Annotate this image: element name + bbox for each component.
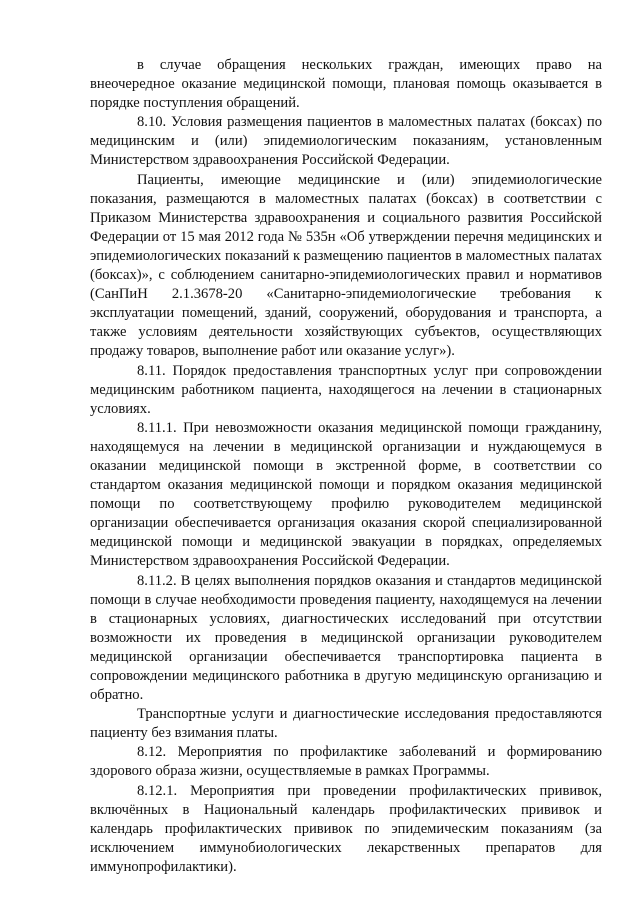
paragraph-8-11-1: 8.11.1. При невозможности оказания медицинской помощи гражданину, находящемуся на лечении в медицинской организации и нуждающемуся в оказании медицинской помощи в экстренной форме, в соответствии со стандартом оказания медицинской помощи и порядком оказания медицинской помощи по соответствующему профилю руководителем медицинской организации обеспечивается организация оказания скорой специализированной медицинской помощи и медицинской эвакуации в порядках, определяемых Министерством здравоохранения Российской Федерации. <box>90 419 602 570</box>
paragraph-transport-services: Транспортные услуги и диагностические исследования предоставляются пациенту без взимания платы. <box>90 706 602 742</box>
paragraph-8-12: 8.12. Мероприятия по профилактике заболеваний и формированию здорового образа жизни, осуществляемые в рамках Программы. <box>90 744 602 780</box>
paragraph-patients-placement: Пациенты, имеющие медицинские и (или) эпидемиологические показания, размещаются в маломестных палатах (боксах) в соответствии с Приказом Министерства здравоохранения и социального развития Российской Федерации от 15 мая 2012 года № 535н «Об утверждении перечня медицинских и эпидемиологических показаний к размещению пациентов в маломестных палатах (боксах)», с соблюдением санитарно-эпидемиологических правил и нормативов (СанПиН 2.1.3678-20 «Санитарно-эпидемиологические требования к эксплуатации помещений, зданий, сооружений, оборудования и транспорта, а также условиям деятельности хозяйствующих субъектов, осуществляющих продажу товаров, выполнение работ или оказание услуг»). <box>90 171 602 360</box>
document-page <box>90 56 602 877</box>
paragraph-8-10: 8.10. Условия размещения пациентов в маломестных палатах (боксах) по медицинским и (или) эпидемиологическим показаниям, установленным Министерством здравоохранения Российской Федерации. <box>90 114 602 169</box>
paragraph-continuation: в случае обращения нескольких граждан, имеющих право на внеочередное оказание медицинской помощи, плановая помощь оказывается в порядке поступления обращений. <box>90 57 602 112</box>
paragraph-8-11-2: 8.11.2. В целях выполнения порядков оказания и стандартов медицинской помощи в случае необходимости проведения пациенту, находящемуся на лечении в стационарных условиях, диагностических исследований при отсутствии возможности их проведения в медицинской организации руководителем медицинской организации обеспечивается транспортировка пациента в сопровождении медицинского работника в другую медицинскую организацию и обратно. <box>90 572 602 704</box>
paragraph-8-12-1: 8.12.1. Мероприятия при проведении профилактических прививок, включённых в Национальный календарь профилактических прививок и календарь профилактических прививок по эпидемическим показаниям (за исключением иммунобиологических лекарственных препаратов для иммунопрофилактики). <box>90 782 602 875</box>
paragraph-8-11: 8.11. Порядок предоставления транспортных услуг при сопровождении медицинским работником пациента, находящегося на лечении в стационарных условиях. <box>90 362 602 417</box>
